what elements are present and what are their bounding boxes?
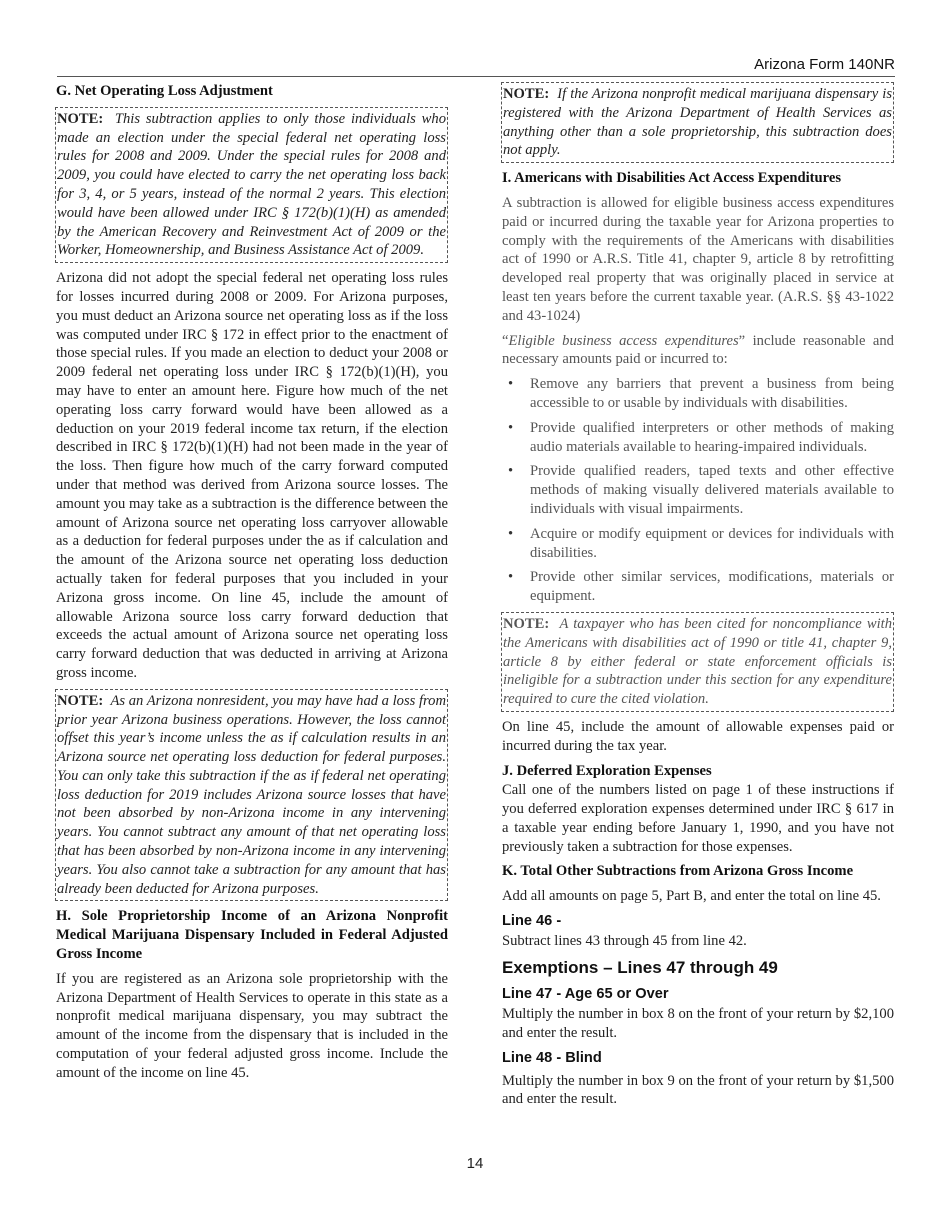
section-k-body: Add all amounts on page 5, Part B, and enter the total on line 45. [502, 888, 881, 905]
note-text: As an Arizona nonresident, you may have had a loss from prior year Arizona business operations. However, the loss cannot offset this year’s income unless the as if calculation results in an Arizona source net operating loss deduction for federal purposes. You can only take this subtraction if the as if federal net operating loss deduction for 2019 includes Arizona source losses that have not been absorbed by non-Arizona income in any intervening years. You cannot subtract any amount of that net operating loss that has been absorbed by non-Arizona income in any intervening years. You also cannot take a subtraction for any amount that has already been deducted for Arizona purposes. [57, 692, 447, 897]
open-quote: “ [502, 332, 509, 349]
section-i-heading: I. Americans with Disabilities Act Access Expenditures [502, 170, 842, 187]
section-h-note [501, 82, 894, 163]
line-46-body: Subtract lines 43 through 45 from line 42. [502, 932, 747, 949]
list-item: • Acquire or modify equipment or devices for individuals with disabilities. [508, 525, 894, 561]
note-label: NOTE: [503, 86, 550, 102]
section-h-heading: H. Sole Proprietorship Income of an Arizona Nonprofit Medical Marijuana Dispensary Included in Federal Adjusted Gross Income [56, 908, 448, 963]
exemptions-heading: Exemptions – Lines 47 through 49 [502, 957, 778, 977]
note-label: NOTE: [57, 110, 104, 127]
section-j-heading: J. Deferred Exploration Expenses [502, 762, 712, 779]
line-47-body: Multiply the number in box 8 on the front of your return by $2,100 and enter the result. [502, 1006, 894, 1042]
right-column [502, 82, 894, 1115]
line-47-heading: Line 47 - Age 65 or Over [502, 986, 669, 1003]
line-48-body: Multiply the number in box 9 on the front of your return by $1,500 and enter the result. [502, 1072, 894, 1108]
bullet-icon: • [508, 569, 514, 586]
line-46-heading: Line 46 - [502, 913, 562, 930]
bullet-icon: • [508, 419, 514, 436]
section-h-body: If you are registered as an Arizona sole proprietorship with the Arizona Department of Health Services to operate in this state as a nonprofit medical marijuana dispensary, you may subtract the amount of the income from the dispensary that is included in the computation of your federal adjusted gross income. Include the amount of the income on line 45. [56, 970, 448, 1081]
note-text: This subtraction applies to only those individuals who made an election under the special federal net operating loss rules for 2008 and 2009. Under the special rules for 2008 and 2009, you could have elected to carry the net operating loss back for 3, 4, or 5 years, instead of the normal 2 years. This election would have been allowed under IRC § 172(b)(1)(H) as amended by the American Recovery and Reinvestment Act of 2009 or the Worker, Homeownership, and Business Assistance Act of 2009. [57, 110, 446, 259]
bullet-icon: • [508, 376, 514, 393]
close-quote: ” [738, 332, 746, 349]
section-i-note [501, 612, 894, 712]
note-text: A taxpayer who has been cited for noncompliance with the Americans with disabilities act of 1990 or title 41, chapter 9, article 8 by either federal or state enforcement officials is ineligible for a subtraction under this section for any expenditure required to cure the cited violation. [503, 615, 892, 708]
list-item: • Provide other similar services, modifications, materials or equipment. [508, 569, 894, 605]
section-g-heading: G. Net Operating Loss Adjustment [56, 83, 273, 99]
line-48-heading: Line 48 - Blind [502, 1049, 602, 1066]
left-column [56, 82, 448, 1089]
section-g-body: Arizona did not adopt the special federal net operating loss rules for losses incurred during 2008 or 2009. For Arizona purposes, you must deduct an Arizona source net operating loss as if the loss was computed under IRC § 172 in effect prior to the enactment of those special rules. If you made an election to deduct your 2008 or 2009 federal net operating loss under IRC § 172(b)(1)(H), you may have to enter an amount here. Figure how much of the net operating loss carry forward would have been allowed as a deduction on your 2019 federal income tax return, if the election described in IRC § 172(b)(1)(H) had not been made in the year of the loss. Then figure how much of the carry forward computed under that method was derived from Arizona source losses. The amount you may take as a subtraction is the difference between the amount of Arizona source net operating loss carryover allowable as a deduction for federal purposes under the as if calculation and the amount of the Arizona source net operating loss deduction actually taken for federal purposes that you included in your Arizona gross income. On line 45, include the amount of allowable Arizona source loss carry forward deduction that exceeds the actual amount of Arizona source net operating loss carry forward deduction that was deducted in arriving at Arizona gross income. [56, 270, 448, 681]
section-i-line45: On line 45, include the amount of allowable expenses paid or incurred during the tax year. [502, 718, 894, 754]
section-g-note-2 [55, 689, 448, 902]
defined-term: Eligible business access expenditures [508, 332, 739, 349]
header-rule [57, 76, 895, 77]
note-label: NOTE: [503, 615, 550, 632]
section-i-definition [502, 332, 894, 370]
section-i-body: A subtraction is allowed for eligible business access expenditures paid or incurred during the taxable year for Arizona properties to comply with the requirements of the Americans with disabilities act of 1990 or A.R.S. Title 41, chapter 9, article 8 by retrofitting developed real property that was originally placed in service at least ten years before the current taxable year. (A.R.S. §§ 43-1022 and 43-1024) [502, 194, 894, 324]
bullet-icon: • [508, 463, 514, 480]
list-item: • Remove any barriers that prevent a business from being accessible to or usable by individuals with disabilities. [508, 376, 894, 411]
list-item: • Provide qualified interpreters or other methods of making audio materials available to hearing-impaired individuals. [508, 419, 894, 455]
section-g-note [55, 107, 448, 263]
definition-text: include reasonable and necessary amounts paid or incurred to: [502, 332, 894, 368]
form-title: Arizona Form 140NR [754, 56, 895, 73]
section-j-body: Call one of the numbers listed on page 1 of these instructions if you deferred exploration expenses determined under IRC § 617 in a taxable year ending before January 1, 1990, and you have not previously taken a subtraction for those expenses. [502, 782, 894, 855]
note-label: NOTE: [57, 692, 104, 709]
page-number: 14 [466, 1155, 484, 1172]
section-k-heading: K. Total Other Subtractions from Arizona Gross Income [502, 863, 854, 880]
expenditure-list [502, 375, 894, 606]
bullet-icon: • [508, 525, 514, 542]
list-item: • Provide qualified readers, taped texts and other effective methods of making visually delivered materials available to individuals with visual impairments. [508, 463, 894, 517]
note-text: If the Arizona nonprofit medical marijuana dispensary is registered with the Arizona Department of Health Services as anything other than a sole proprietorship, this subtraction does not apply. [503, 86, 892, 159]
